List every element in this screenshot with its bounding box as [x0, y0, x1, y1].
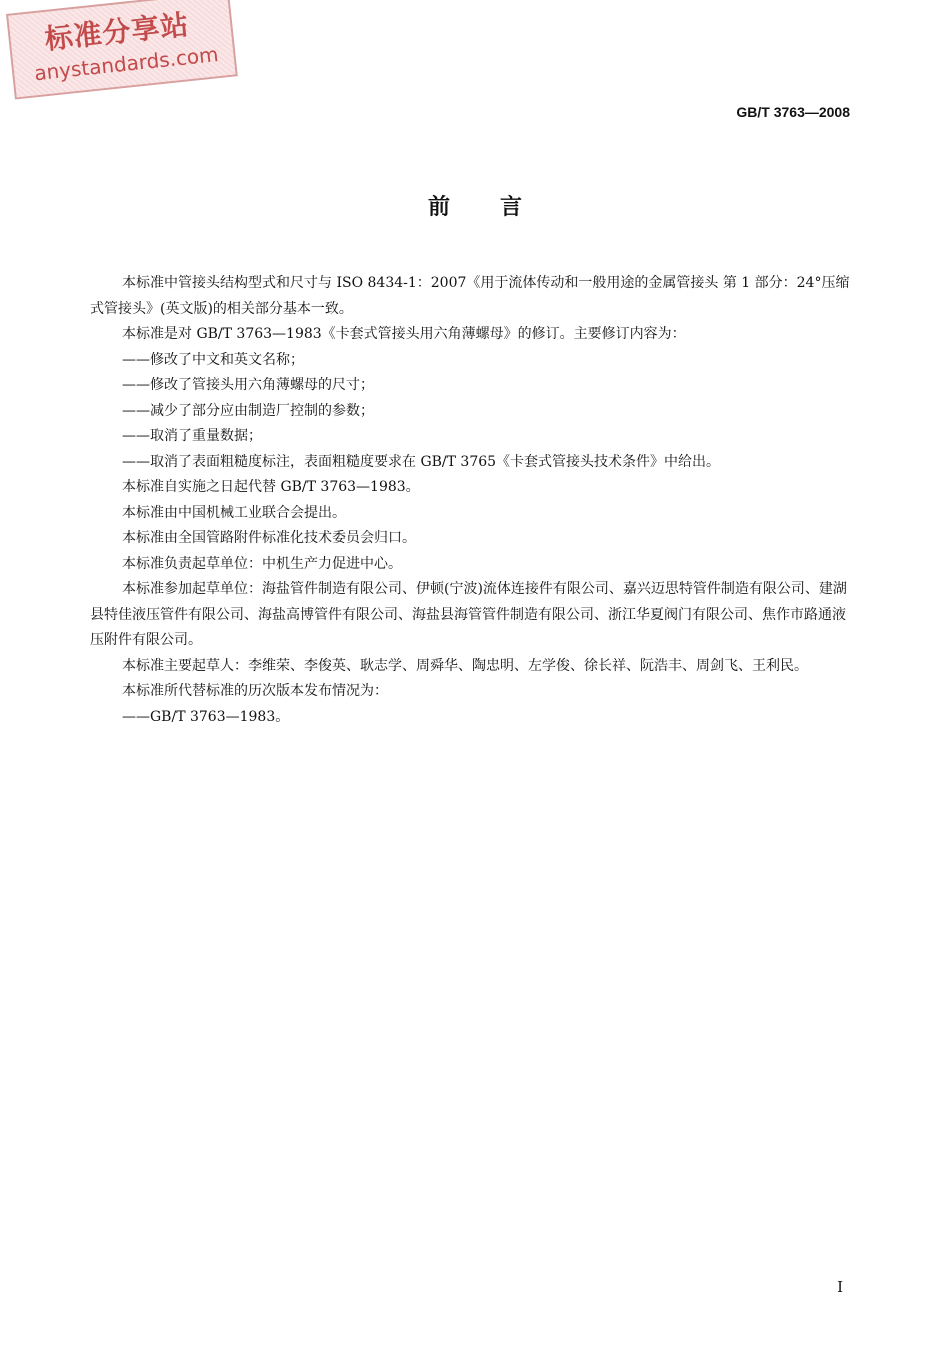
- page-number: I: [837, 1278, 843, 1296]
- revision-item: ——修改了中文和英文名称；: [122, 351, 304, 368]
- paragraph-drafting-unit: 本标准负责起草单位：中机生产力促进中心。: [122, 555, 402, 572]
- paragraph-committee: 本标准由全国管路附件标准化技术委员会归口。: [122, 530, 416, 546]
- preface-body: [90, 271, 850, 730]
- revision-item: ——减少了部分应由制造厂控制的参数；: [122, 402, 374, 419]
- watermark-url-text: anystandards.com: [33, 42, 220, 86]
- paragraph-participating-units: 本标准参加起草单位：海盐管件制造有限公司、伊顿(宁波)流体连接件有限公司、嘉兴迈思特管件制造有限公司、建湖县特佳液压管件有限公司、海盐高博管件有限公司、海盐县海管管件制造有限公司、浙江华夏阀门有限公司、焦作市路通液压附件有限公司。: [90, 581, 847, 648]
- standard-code: GB/T 3763—2008: [736, 104, 850, 120]
- history-item: ——GB/T 3763—1983。: [122, 708, 290, 725]
- page-title: 前言: [427, 195, 572, 220]
- paragraph-replacement: 本标准自实施之日起代替 GB/T 3763—1983。: [122, 479, 420, 495]
- watermark-chinese-text: 标准分享站: [43, 8, 191, 56]
- paragraph-history-intro: 本标准所代替标准的历次版本发布情况为：: [122, 683, 388, 699]
- paragraph-proposer: 本标准由中国机械工业联合会提出。: [122, 504, 346, 521]
- revision-item: ——取消了重量数据；: [122, 428, 262, 444]
- paragraph-revision-intro: 本标准是对 GB/T 3763—1983《卡套式管接头用六角薄螺母》的修订。主要修订内容为：: [122, 326, 686, 342]
- paragraph-scope: 本标准中管接头结构型式和尺寸与 ISO 8434-1：2007《用于流体传动和一般用途的金属管接头 第 1 部分：24°压缩式管接头》(英文版)的相关部分基本一致。: [90, 275, 850, 317]
- revision-item: ——修改了管接头用六角薄螺母的尺寸；: [122, 377, 374, 393]
- watermark-stamp: [6, 0, 238, 100]
- paragraph-drafters: 本标准主要起草人：李维荣、李俊英、耿志学、周舜华、陶忠明、左学俊、徐长祥、阮浩丰、周剑飞、王利民。: [122, 657, 808, 674]
- revision-item: ——取消了表面粗糙度标注，表面粗糙度要求在 GB/T 3765《卡套式管接头技术条件》中给出。: [122, 453, 721, 470]
